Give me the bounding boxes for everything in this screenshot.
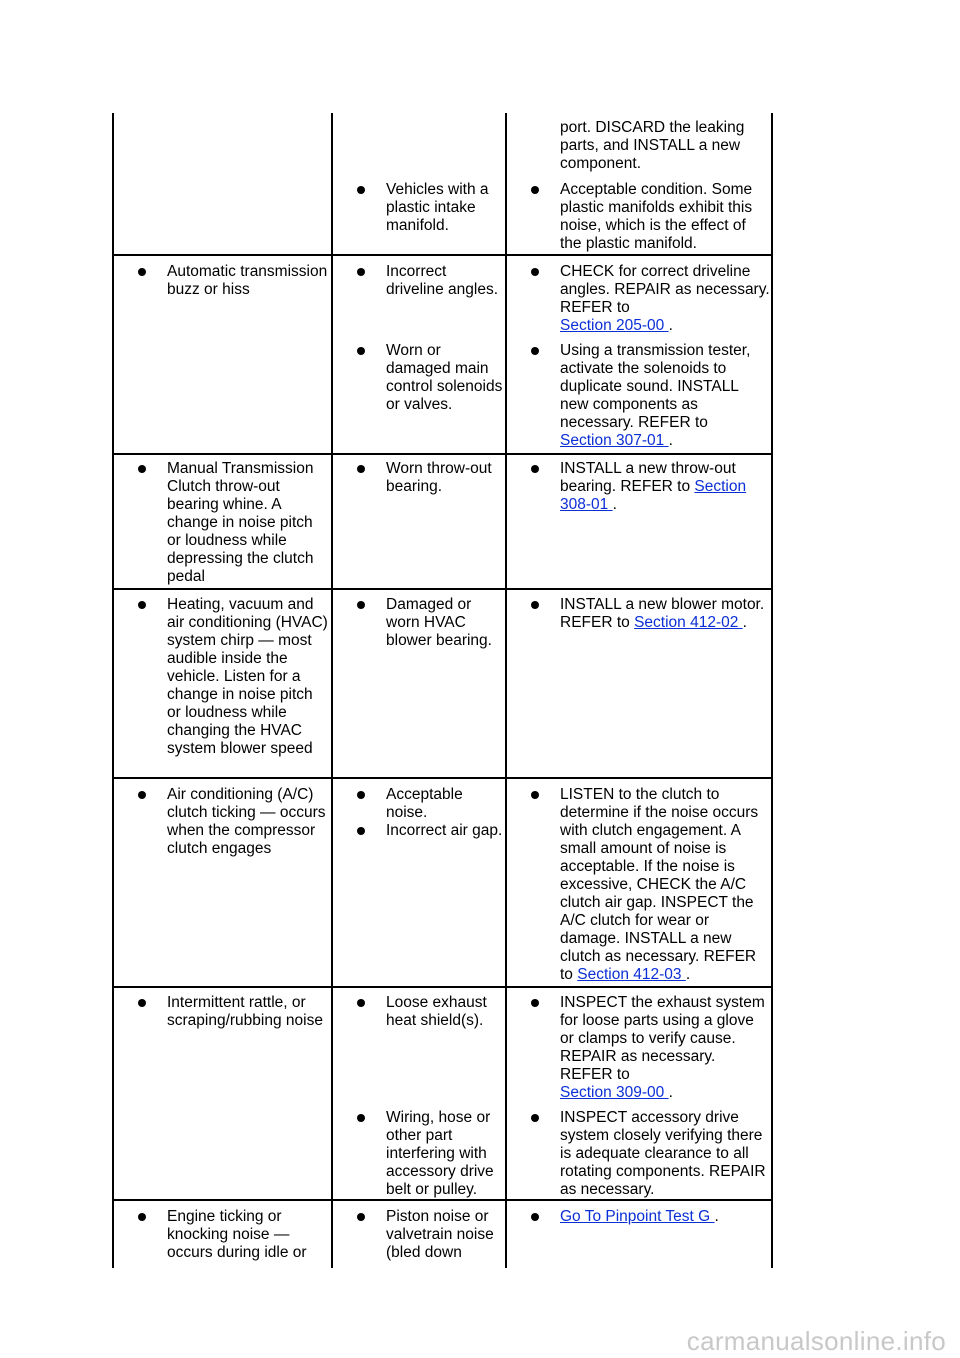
bullet-icon (138, 601, 146, 609)
section-309-00-link[interactable]: Section 309-00 (560, 1084, 669, 1101)
section-307-01-link[interactable]: Section 307-01 (560, 432, 669, 449)
bullet-icon (357, 791, 365, 799)
row-divider (113, 254, 772, 256)
column-divider-1 (331, 113, 333, 1268)
cause-item (357, 1109, 503, 1199)
section-412-03-link[interactable]: Section 412-03 (577, 966, 686, 983)
cause-item (357, 263, 503, 299)
symptom-text: Intermittent rattle, or scraping/rubbing noise (167, 994, 323, 1029)
action-item (531, 460, 771, 514)
cause-text: Damaged or worn HVAC blower bearing. (386, 596, 492, 649)
action-text: INSTALL a new blower motor. REFER to Section 412-02 . (560, 596, 765, 631)
section-308-01-link[interactable]: Section 308-01 (560, 478, 747, 513)
cause-text: Piston noise or valvetrain noise (bled down (386, 1208, 494, 1261)
action-item (531, 1208, 771, 1226)
bullet-icon (138, 791, 146, 799)
action-text: Acceptable condition. Some plastic manifolds exhibit this noise, which is the effect of the plastic manifold. (560, 181, 753, 252)
bullet-icon (138, 1213, 146, 1221)
bullet-icon (138, 465, 146, 473)
column-divider-2 (505, 113, 507, 1268)
bullet-icon (357, 1114, 365, 1122)
cause-item (357, 1208, 503, 1262)
symptom-text: Manual Transmission Clutch throw-out bearing whine. A change in noise pitch or loudness while depressing the clutch pedal (167, 460, 314, 585)
bullet-icon (357, 999, 365, 1007)
table-border-right (771, 113, 773, 1268)
row-divider (113, 1199, 772, 1201)
bullet-icon (531, 465, 539, 473)
symptom-item (138, 1208, 328, 1262)
cause-item (357, 596, 503, 650)
bullet-icon (357, 186, 365, 194)
symptom-text: Automatic transmission buzz or hiss (167, 263, 328, 298)
action-text: INSTALL a new throw-out bearing. REFER to Section 308-01 . (560, 460, 747, 513)
site-watermark: carmanualsonline.info (686, 1326, 946, 1356)
cause-item (357, 342, 503, 414)
bullet-icon (531, 999, 539, 1007)
symptom-text: Air conditioning (A/C) clutch ticking — occurs when the compressor clutch engages (167, 786, 326, 857)
action-text: INSPECT accessory drive system closely verifying there is adequate clearance to all rotating components. REPAIR as necessary. (560, 1109, 766, 1198)
bullet-icon (531, 1114, 539, 1122)
cause-text: Vehicles with a plastic intake manifold. (386, 181, 489, 234)
symptom-text: Heating, vacuum and air conditioning (HVAC) system chirp — most audible inside the vehicle. Listen for a change in noise pitch or loudness while changing the HVAC system blower speed (167, 596, 328, 757)
row-divider (113, 986, 772, 988)
cause-item (357, 822, 503, 840)
bullet-icon (357, 268, 365, 276)
bullet-icon (138, 268, 146, 276)
bullet-icon (357, 601, 365, 609)
bullet-icon (531, 186, 539, 194)
action-text: CHECK for correct driveline angles. REPAIR as necessary. REFER to Section 205-00 . (560, 263, 770, 334)
bullet-icon (138, 999, 146, 1007)
pinpoint-test-g-link[interactable]: Go To Pinpoint Test G (560, 1208, 715, 1225)
bullet-icon (357, 827, 365, 835)
symptom-text: Engine ticking or knocking noise — occurs during idle or (167, 1208, 307, 1261)
cause-text: Incorrect air gap. (386, 822, 503, 839)
cause-text: Wiring, hose or other part interfering with accessory drive belt or pulley. (386, 1109, 494, 1198)
action-item (531, 1109, 771, 1199)
action-text: Using a transmission tester, activate the solenoids to duplicate sound. INSTALL new components as necessary. REFER to Section 307-01 . (560, 342, 751, 449)
row-divider (113, 777, 772, 779)
cause-text: Loose exhaust heat shield(s). (386, 994, 487, 1029)
bullet-icon (531, 347, 539, 355)
cause-text: Acceptable noise. (386, 786, 463, 821)
cause-item (357, 786, 503, 822)
symptom-item (138, 596, 328, 758)
action-text: Go To Pinpoint Test G . (560, 1208, 719, 1225)
action-item (531, 786, 771, 984)
bullet-icon (357, 347, 365, 355)
cause-item (357, 994, 503, 1030)
cause-text: Worn or damaged main control solenoids or valves. (386, 342, 503, 413)
symptom-item (138, 263, 328, 299)
cause-text: Incorrect driveline angles. (386, 263, 499, 298)
action-item (531, 342, 771, 450)
bullet-icon (357, 1213, 365, 1221)
continued-action-text: port. DISCARD the leaking parts, and INSTALL a new component. (560, 119, 745, 172)
row-divider (113, 588, 772, 590)
cause-item (357, 460, 503, 496)
symptom-item (138, 786, 328, 858)
section-412-02-link[interactable]: Section 412-02 (634, 614, 743, 631)
bullet-icon (531, 1213, 539, 1221)
table-border-left (112, 113, 114, 1268)
symptom-item (138, 994, 328, 1030)
action-item (531, 263, 771, 335)
cause-item (357, 181, 503, 235)
symptom-item (138, 460, 328, 586)
cause-text: Worn throw-out bearing. (386, 460, 492, 495)
bullet-icon (357, 465, 365, 473)
action-item (531, 181, 771, 253)
section-205-00-link[interactable]: Section 205-00 (560, 317, 669, 334)
action-item (531, 596, 771, 632)
action-item (531, 994, 771, 1102)
row-divider (113, 453, 772, 455)
action-text: LISTEN to the clutch to determine if the noise occurs with clutch engagement. A small amount of noise is acceptable. If the noise is excessive, CHECK the A/C clutch air gap. INSPECT the A/C clutch for wear or damage. INSTALL a new clutch as necessary. REFER to Section 412-03 . (560, 786, 759, 983)
bullet-icon (531, 268, 539, 276)
action-text: INSPECT the exhaust system for loose parts using a glove or clamps to verify cause. REPAIR as necessary. REFER to Section 309-00 . (560, 994, 765, 1101)
bullet-icon (531, 601, 539, 609)
bullet-icon (531, 791, 539, 799)
